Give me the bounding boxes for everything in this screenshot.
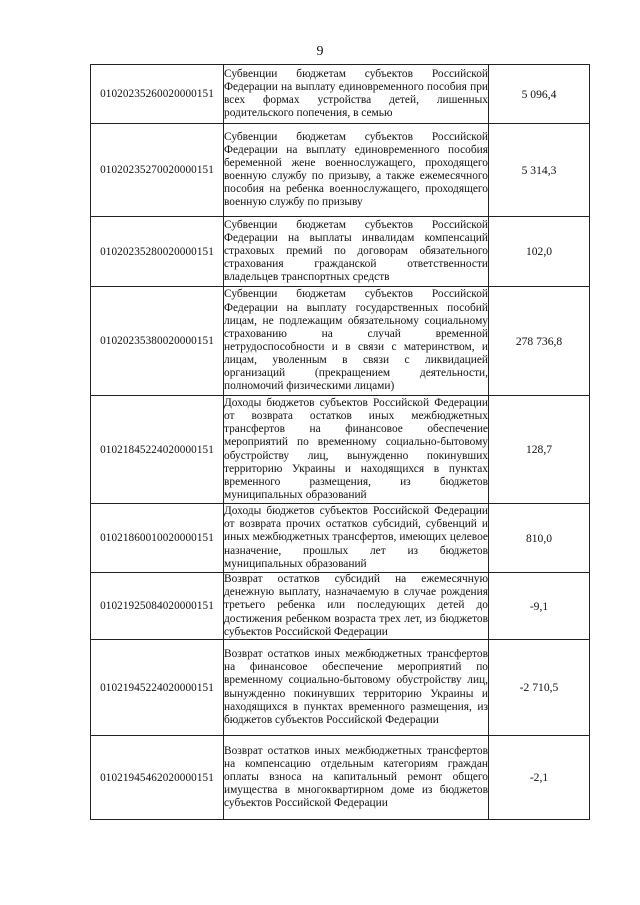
budget-code-cell: 01021925084020000151 <box>91 573 224 640</box>
table-row <box>91 124 590 217</box>
amount-cell: -2,1 <box>489 736 590 820</box>
amount-cell: 5 314,3 <box>489 124 590 217</box>
description-cell: Доходы бюджетов субъектов Российской Федерации от возврата остатков иных межбюджетных трансфертов на финансовое обеспечение мероприятий по временному социально-бытовому обустройству лиц, вынужденно покинувших территорию Украины и находящихся в пунктах временного размещения, из бюджетов муниципальных образований <box>224 396 489 504</box>
table-row <box>91 217 590 287</box>
amount-cell: -2 710,5 <box>489 640 590 736</box>
description-cell: Субвенции бюджетам субъектов Российской Федерации на выплату единовременного пособия беременной жене военнослужащего, проходящего военную службу по призыву, а также ежемесячного пособия на ребенка военнослужащего, проходящего военную службу по призыву <box>224 124 489 217</box>
table-row <box>91 573 590 640</box>
amount-cell: -9,1 <box>489 573 590 640</box>
table-row <box>91 287 590 396</box>
budget-code-cell: 01021845224020000151 <box>91 396 224 504</box>
budget-code-cell: 01020235260020000151 <box>91 65 224 124</box>
budget-code-cell: 01020235280020000151 <box>91 217 224 287</box>
budget-code-cell: 01021945462020000151 <box>91 736 224 820</box>
budget-code-cell: 01021945224020000151 <box>91 640 224 736</box>
budget-code-cell: 01020235380020000151 <box>91 287 224 396</box>
budget-table <box>90 64 590 820</box>
table-row <box>91 65 590 124</box>
amount-cell: 128,7 <box>489 396 590 504</box>
amount-cell: 5 096,4 <box>489 65 590 124</box>
description-cell: Возврат остатков иных межбюджетных трансфертов на финансовое обеспечение мероприятий по временному социально-бытовому обустройству лиц, вынужденно покинувших территорию Украины и находящихся в пунктах временного размещения, из бюджетов субъектов Российской Федерации <box>224 640 489 736</box>
table-row <box>91 640 590 736</box>
table-row <box>91 736 590 820</box>
budget-code-cell: 01021860010020000151 <box>91 504 224 573</box>
description-cell: Субвенции бюджетам субъектов Российской Федерации на выплаты инвалидам компенсаций страховых премий по договорам обязательного страхования гражданской ответственности владельцев транспортных средств <box>224 217 489 287</box>
page-number: 9 <box>316 44 324 59</box>
description-cell: Доходы бюджетов субъектов Российской Федерации от возврата прочих остатков субсидий, субвенций и иных межбюджетных трансфертов, имеющих целевое назначение, прошлых лет из бюджетов муниципальных образований <box>224 504 489 573</box>
table-row <box>91 504 590 573</box>
amount-cell: 278 736,8 <box>489 287 590 396</box>
table-row <box>91 396 590 504</box>
description-cell: Возврат остатков иных межбюджетных трансфертов на компенсацию отдельным категориям граждан оплаты взноса на капитальный ремонт общего имущества в многоквартирном доме из бюджетов субъектов Российской Федерации <box>224 736 489 820</box>
description-cell: Субвенции бюджетам субъектов Российской Федерации на выплату государственных пособий лицам, не подлежащим обязательному социальному страхованию на случай временной нетрудоспособности и в связи с материнством, и лицам, уволенным в связи с ликвидацией организаций (прекращением деятельности, полномочий физическими лицами) <box>224 287 489 396</box>
description-cell: Возврат остатков субсидий на ежемесячную денежную выплату, назначаемую в случае рождения третьего ребенка или последующих детей до достижения ребенком возраста трех лет, из бюджетов субъектов Российской Федерации <box>224 573 488 638</box>
amount-cell: 102,0 <box>489 217 590 287</box>
description-cell: Субвенции бюджетам субъектов Российской Федерации на выплату единовременного пособия при всех формах устройства детей, лишенных родительского попечения, в семью <box>224 65 489 124</box>
budget-code-cell: 01020235270020000151 <box>91 124 224 217</box>
amount-cell: 810,0 <box>489 504 590 573</box>
